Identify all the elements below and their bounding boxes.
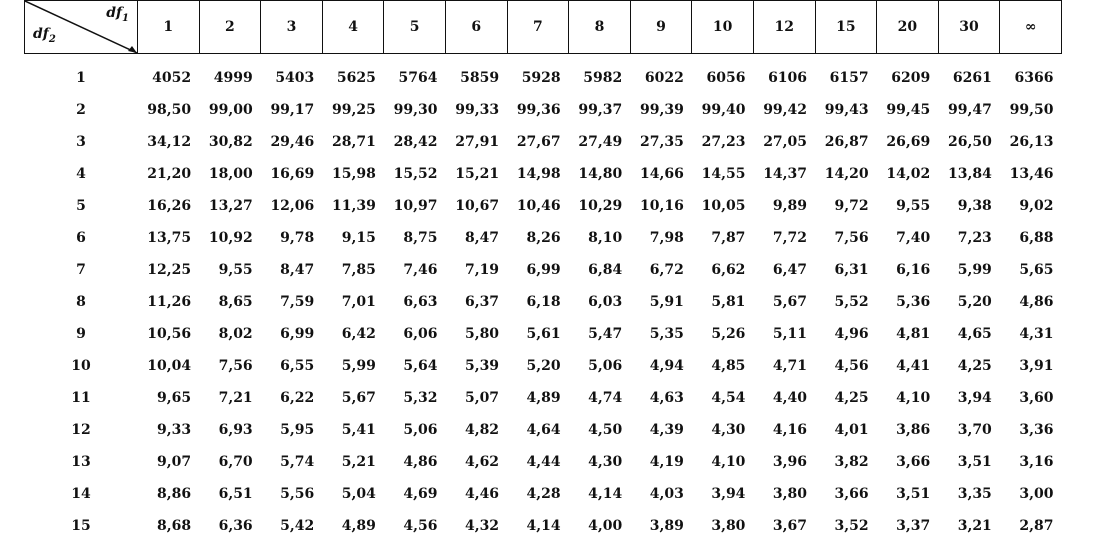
table-cell: 4,14 — [526, 518, 561, 534]
table-cell: 5,20 — [957, 294, 992, 310]
table-cell: 5,67 — [772, 294, 808, 310]
table-cell: 14,20 — [824, 166, 869, 182]
table-cell: 4,41 — [896, 358, 931, 374]
table-row — [25, 318, 1062, 350]
table-cell: 5,35 — [649, 326, 684, 342]
table-cell: 4,19 — [649, 454, 684, 470]
table-row — [25, 222, 1062, 254]
table-cell: 5,32 — [403, 390, 438, 406]
table-cell: 6,63 — [403, 294, 438, 310]
f-distribution-table — [24, 0, 1062, 542]
table-cell: 4052 — [152, 70, 192, 86]
table-cell: 4,69 — [403, 486, 438, 502]
table-cell: 5,67 — [341, 390, 376, 406]
table-cell: 9,38 — [957, 198, 992, 214]
table-cell: 99,37 — [578, 102, 623, 118]
table-row — [25, 382, 1062, 414]
table-cell: 3,16 — [1019, 454, 1054, 470]
table-cell: 11,26 — [147, 294, 192, 310]
table-cell: 4,39 — [649, 422, 684, 438]
row-header-df2: 13 — [71, 454, 91, 470]
table-cell: 4,14 — [588, 486, 623, 502]
row-header-df2: 14 — [71, 486, 91, 502]
table-cell: 3,89 — [649, 518, 684, 534]
table-cell: 3,82 — [834, 454, 869, 470]
table-cell: 13,84 — [947, 166, 992, 182]
table-cell: 4,25 — [834, 390, 869, 406]
table-row — [25, 158, 1062, 190]
table-cell: 12,06 — [270, 198, 315, 214]
table-cell: 28,71 — [332, 134, 376, 150]
column-header: 12 — [753, 1, 815, 54]
table-cell: 14,02 — [886, 166, 931, 182]
table-cell: 3,70 — [957, 422, 992, 438]
column-header: 9 — [630, 1, 692, 54]
table-cell: 13,27 — [208, 198, 253, 214]
table-cell: 6,36 — [218, 518, 253, 534]
table-cell: 99,17 — [270, 102, 315, 118]
table-row — [25, 126, 1062, 158]
table-cell: 4,40 — [772, 390, 808, 406]
table-cell: 10,67 — [455, 198, 500, 214]
table-row — [25, 54, 1062, 95]
table-cell: 10,97 — [393, 198, 438, 214]
table-cell: 3,36 — [1019, 422, 1054, 438]
table-cell: 8,75 — [403, 230, 438, 246]
table-cell: 4,82 — [464, 422, 500, 438]
table-cell: 4,64 — [526, 422, 561, 438]
table-row — [25, 350, 1062, 382]
table-cell: 10,29 — [578, 198, 623, 214]
table-cell: 4,89 — [526, 390, 561, 406]
table-cell: 6,18 — [526, 294, 561, 310]
table-cell: 3,94 — [711, 486, 746, 502]
table-cell: 5928 — [521, 70, 561, 86]
table-cell: 5,99 — [957, 262, 992, 278]
table-cell: 18,00 — [208, 166, 253, 182]
table-cell: 6366 — [1014, 70, 1054, 86]
table-cell: 9,33 — [156, 422, 192, 438]
table-cell: 10,05 — [701, 198, 746, 214]
table-cell: 6,37 — [464, 294, 500, 310]
column-header: 30 — [938, 1, 1000, 54]
table-cell: 4,62 — [464, 454, 500, 470]
table-cell: 5,61 — [526, 326, 561, 342]
table-cell: 10,92 — [208, 230, 253, 246]
table-cell: 8,10 — [588, 230, 623, 246]
table-cell: 16,69 — [270, 166, 315, 182]
table-cell: 99,47 — [947, 102, 992, 118]
table-cell: 4,30 — [588, 454, 623, 470]
table-cell: 4,65 — [957, 326, 992, 342]
table-cell: 3,66 — [834, 486, 869, 502]
table-cell: 9,55 — [218, 262, 253, 278]
table-cell: 99,50 — [1009, 102, 1054, 118]
table-cell: 6022 — [644, 70, 684, 86]
header-row — [25, 1, 1062, 54]
table-cell: 8,26 — [526, 230, 561, 246]
table-row — [25, 190, 1062, 222]
table-cell: 3,51 — [957, 454, 992, 470]
table-cell: 8,65 — [218, 294, 253, 310]
table-cell: 4,89 — [341, 518, 376, 534]
table-cell: 4,00 — [588, 518, 623, 534]
table-cell: 4,71 — [772, 358, 808, 374]
row-header-df2: 12 — [71, 422, 91, 438]
row-header-df2: 5 — [76, 198, 86, 214]
table-cell: 99,39 — [640, 102, 684, 118]
table-cell: 6,99 — [526, 262, 561, 278]
column-header: 2 — [199, 1, 261, 54]
column-header: 5 — [384, 1, 446, 54]
table-cell: 5764 — [398, 70, 438, 86]
table-cell: 8,47 — [280, 262, 315, 278]
table-cell: 5,36 — [896, 294, 931, 310]
table-cell: 4999 — [213, 70, 253, 86]
column-header: 10 — [692, 1, 754, 54]
table-cell: 5,65 — [1019, 262, 1054, 278]
table-cell: 7,21 — [218, 390, 253, 406]
table-cell: 14,66 — [640, 166, 684, 182]
table-cell: 5,99 — [341, 358, 376, 374]
table-cell: 3,86 — [896, 422, 931, 438]
table-cell: 4,16 — [772, 422, 808, 438]
table-cell: 4,96 — [834, 326, 869, 342]
table-cell: 6,16 — [896, 262, 931, 278]
table-cell: 4,56 — [834, 358, 869, 374]
table-cell: 99,45 — [886, 102, 931, 118]
table-cell: 4,50 — [588, 422, 623, 438]
table-cell: 99,42 — [763, 102, 808, 118]
table-cell: 26,69 — [886, 134, 931, 150]
table-cell: 10,46 — [516, 198, 561, 214]
table-row — [25, 254, 1062, 286]
column-header: ∞ — [1000, 1, 1062, 54]
table-cell: 5,56 — [280, 486, 315, 502]
table-cell: 6,70 — [218, 454, 253, 470]
table-cell: 4,28 — [526, 486, 561, 502]
table-cell: 5,91 — [649, 294, 684, 310]
table-cell: 99,25 — [332, 102, 376, 118]
table-cell: 10,04 — [147, 358, 192, 374]
column-header: 15 — [815, 1, 877, 54]
table-cell: 14,55 — [701, 166, 746, 182]
table-cell: 7,85 — [341, 262, 376, 278]
table-cell: 28,42 — [393, 134, 438, 150]
table-cell: 8,86 — [156, 486, 192, 502]
table-cell: 5,52 — [834, 294, 869, 310]
table-cell: 4,30 — [711, 422, 746, 438]
table-cell: 3,80 — [772, 486, 808, 502]
table-cell: 11,39 — [332, 198, 376, 214]
table-cell: 26,50 — [947, 134, 992, 150]
table-cell: 15,21 — [455, 166, 500, 182]
table-cell: 7,56 — [218, 358, 253, 374]
table-cell: 12,25 — [147, 262, 192, 278]
table-cell: 7,01 — [341, 294, 376, 310]
table-cell: 8,02 — [218, 326, 253, 342]
table-cell: 99,43 — [824, 102, 869, 118]
table-cell: 15,52 — [393, 166, 438, 182]
table-cell: 29,46 — [270, 134, 315, 150]
row-header-df2: 4 — [76, 166, 86, 182]
table-cell: 26,13 — [1009, 134, 1054, 150]
table-cell: 5,42 — [280, 518, 315, 534]
column-header: 20 — [877, 1, 939, 54]
table-cell: 3,00 — [1019, 486, 1054, 502]
table-cell: 7,98 — [649, 230, 684, 246]
table-cell: 99,36 — [516, 102, 561, 118]
table-cell: 10,56 — [147, 326, 192, 342]
table-cell: 27,35 — [640, 134, 684, 150]
table-cell: 4,74 — [588, 390, 623, 406]
table-cell: 5,81 — [711, 294, 746, 310]
table-cell: 6,72 — [649, 262, 684, 278]
table-row — [25, 510, 1062, 542]
table-cell: 4,85 — [711, 358, 746, 374]
row-header-df2: 15 — [71, 518, 91, 534]
table-cell: 9,65 — [156, 390, 192, 406]
table-cell: 3,52 — [834, 518, 869, 534]
table-cell: 9,72 — [834, 198, 869, 214]
table-cell: 3,66 — [896, 454, 931, 470]
table-cell: 5,07 — [464, 390, 500, 406]
table-cell: 14,98 — [516, 166, 561, 182]
table-cell: 6,03 — [588, 294, 623, 310]
column-header: 7 — [507, 1, 569, 54]
table-cell: 27,67 — [516, 134, 561, 150]
table-cell: 5,11 — [772, 326, 808, 342]
table-cell: 3,94 — [957, 390, 992, 406]
table-row — [25, 478, 1062, 510]
table-cell: 27,23 — [701, 134, 746, 150]
table-cell: 15,98 — [332, 166, 376, 182]
table-cell: 14,37 — [763, 166, 808, 182]
column-header: 1 — [138, 1, 200, 54]
table-cell: 5,06 — [403, 422, 438, 438]
row-header-df2: 11 — [71, 390, 91, 406]
table-cell: 4,01 — [834, 422, 869, 438]
row-header-df2: 10 — [71, 358, 91, 374]
table-cell: 6,31 — [834, 262, 869, 278]
table-cell: 5,26 — [711, 326, 746, 342]
row-header-df2: 8 — [76, 294, 86, 310]
table-cell: 7,46 — [403, 262, 438, 278]
table-cell: 3,91 — [1019, 358, 1054, 374]
table-cell: 3,35 — [957, 486, 992, 502]
column-header: 6 — [445, 1, 507, 54]
table-cell: 21,20 — [147, 166, 192, 182]
row-header-df2: 7 — [76, 262, 86, 278]
table-cell: 27,49 — [578, 134, 623, 150]
table-cell: 4,56 — [403, 518, 438, 534]
row-header-df2: 6 — [76, 230, 86, 246]
table-cell: 7,87 — [711, 230, 746, 246]
table-cell: 4,46 — [464, 486, 500, 502]
table-cell: 5,39 — [464, 358, 500, 374]
table-cell: 5625 — [336, 70, 376, 86]
table-cell: 4,86 — [1019, 294, 1054, 310]
table-cell: 9,89 — [772, 198, 808, 214]
table-cell: 3,60 — [1019, 390, 1054, 406]
table-cell: 4,31 — [1019, 326, 1054, 342]
table-cell: 99,00 — [208, 102, 253, 118]
table-cell: 3,96 — [772, 454, 808, 470]
table-cell: 4,94 — [649, 358, 684, 374]
table-cell: 6,06 — [403, 326, 438, 342]
table-cell: 4,81 — [896, 326, 931, 342]
table-cell: 4,63 — [649, 390, 684, 406]
table-cell: 6261 — [952, 70, 992, 86]
table-cell: 5,41 — [341, 422, 376, 438]
table-cell: 6157 — [829, 70, 869, 86]
table-cell: 26,87 — [824, 134, 869, 150]
table-cell: 5,74 — [280, 454, 315, 470]
table-cell: 6,51 — [218, 486, 253, 502]
table-cell: 7,56 — [834, 230, 869, 246]
table-cell: 2,87 — [1019, 518, 1054, 534]
table-cell: 3,37 — [896, 518, 931, 534]
table-cell: 98,50 — [147, 102, 192, 118]
table-cell: 4,03 — [649, 486, 684, 502]
table-cell: 6,47 — [772, 262, 808, 278]
corner-header-cell — [25, 1, 138, 54]
table-cell: 13,46 — [1009, 166, 1054, 182]
table-cell: 6,62 — [711, 262, 746, 278]
table-cell: 3,21 — [957, 518, 992, 534]
table-cell: 8,68 — [156, 518, 192, 534]
table-cell: 6209 — [891, 70, 931, 86]
table-row — [25, 446, 1062, 478]
table-cell: 13,75 — [147, 230, 192, 246]
table-cell: 99,40 — [701, 102, 746, 118]
table-cell: 9,07 — [156, 454, 192, 470]
table-cell: 4,10 — [896, 390, 931, 406]
table-cell: 3,51 — [896, 486, 931, 502]
table-cell: 5,47 — [588, 326, 623, 342]
table-cell: 16,26 — [147, 198, 192, 214]
column-header: 3 — [261, 1, 323, 54]
table-cell: 34,12 — [147, 134, 192, 150]
row-header-df2: 1 — [76, 70, 86, 86]
table-cell: 7,19 — [464, 262, 500, 278]
table-cell: 6,84 — [588, 262, 623, 278]
table-cell: 7,72 — [772, 230, 808, 246]
table-row — [25, 286, 1062, 318]
table-cell: 4,86 — [403, 454, 438, 470]
table-cell: 5,20 — [526, 358, 561, 374]
table-cell: 4,32 — [464, 518, 500, 534]
table-cell: 5,64 — [403, 358, 438, 374]
table-cell: 4,54 — [711, 390, 746, 406]
table-cell: 14,80 — [578, 166, 623, 182]
row-header-df2: 3 — [76, 134, 86, 150]
table-cell: 7,40 — [896, 230, 931, 246]
df2-label: $df_2$ — [33, 26, 56, 45]
table-cell: 5859 — [460, 70, 500, 86]
column-header: 4 — [322, 1, 384, 54]
table-cell: 7,23 — [957, 230, 992, 246]
table-cell: 27,91 — [455, 134, 500, 150]
table-cell: 6,22 — [280, 390, 315, 406]
table-cell: 10,16 — [640, 198, 684, 214]
table-cell: 8,47 — [464, 230, 500, 246]
table-cell: 6,88 — [1019, 230, 1054, 246]
table-body — [25, 54, 1062, 543]
table-cell: 5,06 — [588, 358, 623, 374]
table-cell: 9,78 — [280, 230, 315, 246]
table-cell: 9,02 — [1019, 198, 1054, 214]
table-cell: 99,30 — [393, 102, 438, 118]
table-row — [25, 414, 1062, 446]
table-cell: 9,15 — [341, 230, 376, 246]
table-cell: 6,55 — [280, 358, 315, 374]
table-cell: 27,05 — [763, 134, 808, 150]
table-cell: 6,42 — [341, 326, 376, 342]
table-cell: 4,44 — [526, 454, 561, 470]
table-cell: 6056 — [706, 70, 746, 86]
table-cell: 5,95 — [280, 422, 315, 438]
table-cell: 30,82 — [208, 134, 253, 150]
row-header-df2: 2 — [76, 102, 86, 118]
table-cell: 6,99 — [280, 326, 315, 342]
table-row — [25, 94, 1062, 126]
table-cell: 6,93 — [218, 422, 253, 438]
table-cell: 5,04 — [341, 486, 376, 502]
table-cell: 9,55 — [896, 198, 931, 214]
row-header-df2: 9 — [76, 326, 86, 342]
column-header: 8 — [569, 1, 631, 54]
table-cell: 5403 — [275, 70, 315, 86]
table-cell: 3,80 — [711, 518, 746, 534]
table-cell: 6106 — [768, 70, 808, 86]
table-cell: 5,80 — [464, 326, 500, 342]
table-cell: 5,21 — [341, 454, 376, 470]
table-cell: 5982 — [583, 70, 623, 86]
df1-label: $df_1$ — [106, 5, 129, 24]
table-cell: 3,67 — [772, 518, 808, 534]
table-cell: 99,33 — [455, 102, 500, 118]
table-cell: 4,10 — [711, 454, 746, 470]
table-cell: 7,59 — [280, 294, 315, 310]
table-cell: 4,25 — [957, 358, 992, 374]
